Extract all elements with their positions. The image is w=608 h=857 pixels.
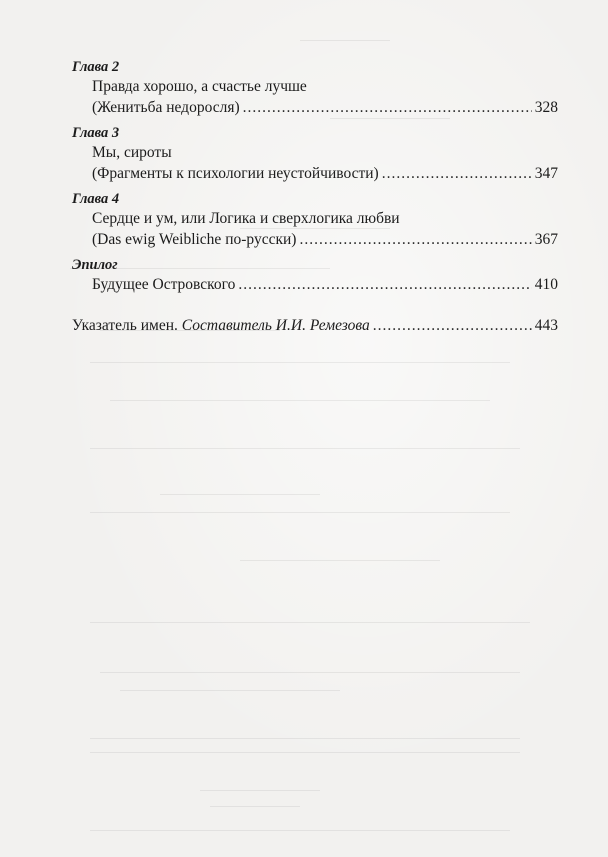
chapter-subtitle: (Женитьба недоросля)	[92, 99, 240, 116]
page-number: 328	[534, 99, 558, 116]
chapter-title	[72, 142, 558, 163]
page-number: 347	[534, 165, 558, 182]
dot-leader	[243, 97, 532, 118]
page-number: 367	[534, 231, 558, 248]
chapter-label: Глава 3	[72, 125, 120, 141]
chapter-subtitle-row	[72, 229, 558, 250]
index-title	[72, 315, 370, 336]
chapter-title	[72, 76, 558, 97]
chapter-subtitle: (Das ewig Weibliche по-русски)	[92, 231, 297, 248]
index-title-text: Указатель имен.	[72, 317, 178, 334]
index-compiler: Составитель И.И. Ремезова	[181, 317, 370, 334]
chapter-subtitle-row	[72, 97, 558, 118]
spacer	[72, 301, 558, 315]
dot-leader	[238, 274, 531, 295]
page-number: 443	[534, 317, 558, 334]
epilogue-title: Будущее Островского	[92, 276, 236, 293]
toc-entry-chapter-4	[72, 190, 558, 250]
chapter-label: Глава 4	[72, 191, 120, 207]
chapter-subtitle: (Фрагменты к психологии неустойчивости)	[92, 165, 379, 182]
chapter-label: Глава 2	[72, 59, 120, 75]
page-number: 410	[534, 276, 558, 293]
dot-leader	[382, 163, 532, 184]
chapter-title-text: Сердце и ум, или Логика и сверхлогика любви	[92, 210, 400, 227]
chapter-title-text: Мы, сироты	[92, 144, 172, 161]
dot-leader	[299, 229, 531, 250]
toc-entry-epilogue	[72, 256, 558, 295]
chapter-title-text: Правда хорошо, а счастье лучше	[92, 78, 307, 95]
toc-entry-index	[72, 315, 558, 336]
table-of-contents	[72, 58, 558, 342]
dot-leader	[373, 315, 532, 336]
epilogue-title-row	[72, 274, 558, 295]
toc-entry-chapter-2	[72, 58, 558, 118]
epilogue-label: Эпилог	[72, 257, 118, 273]
chapter-title	[72, 208, 558, 229]
chapter-subtitle-row	[72, 163, 558, 184]
index-row	[72, 315, 558, 336]
toc-entry-chapter-3	[72, 124, 558, 184]
